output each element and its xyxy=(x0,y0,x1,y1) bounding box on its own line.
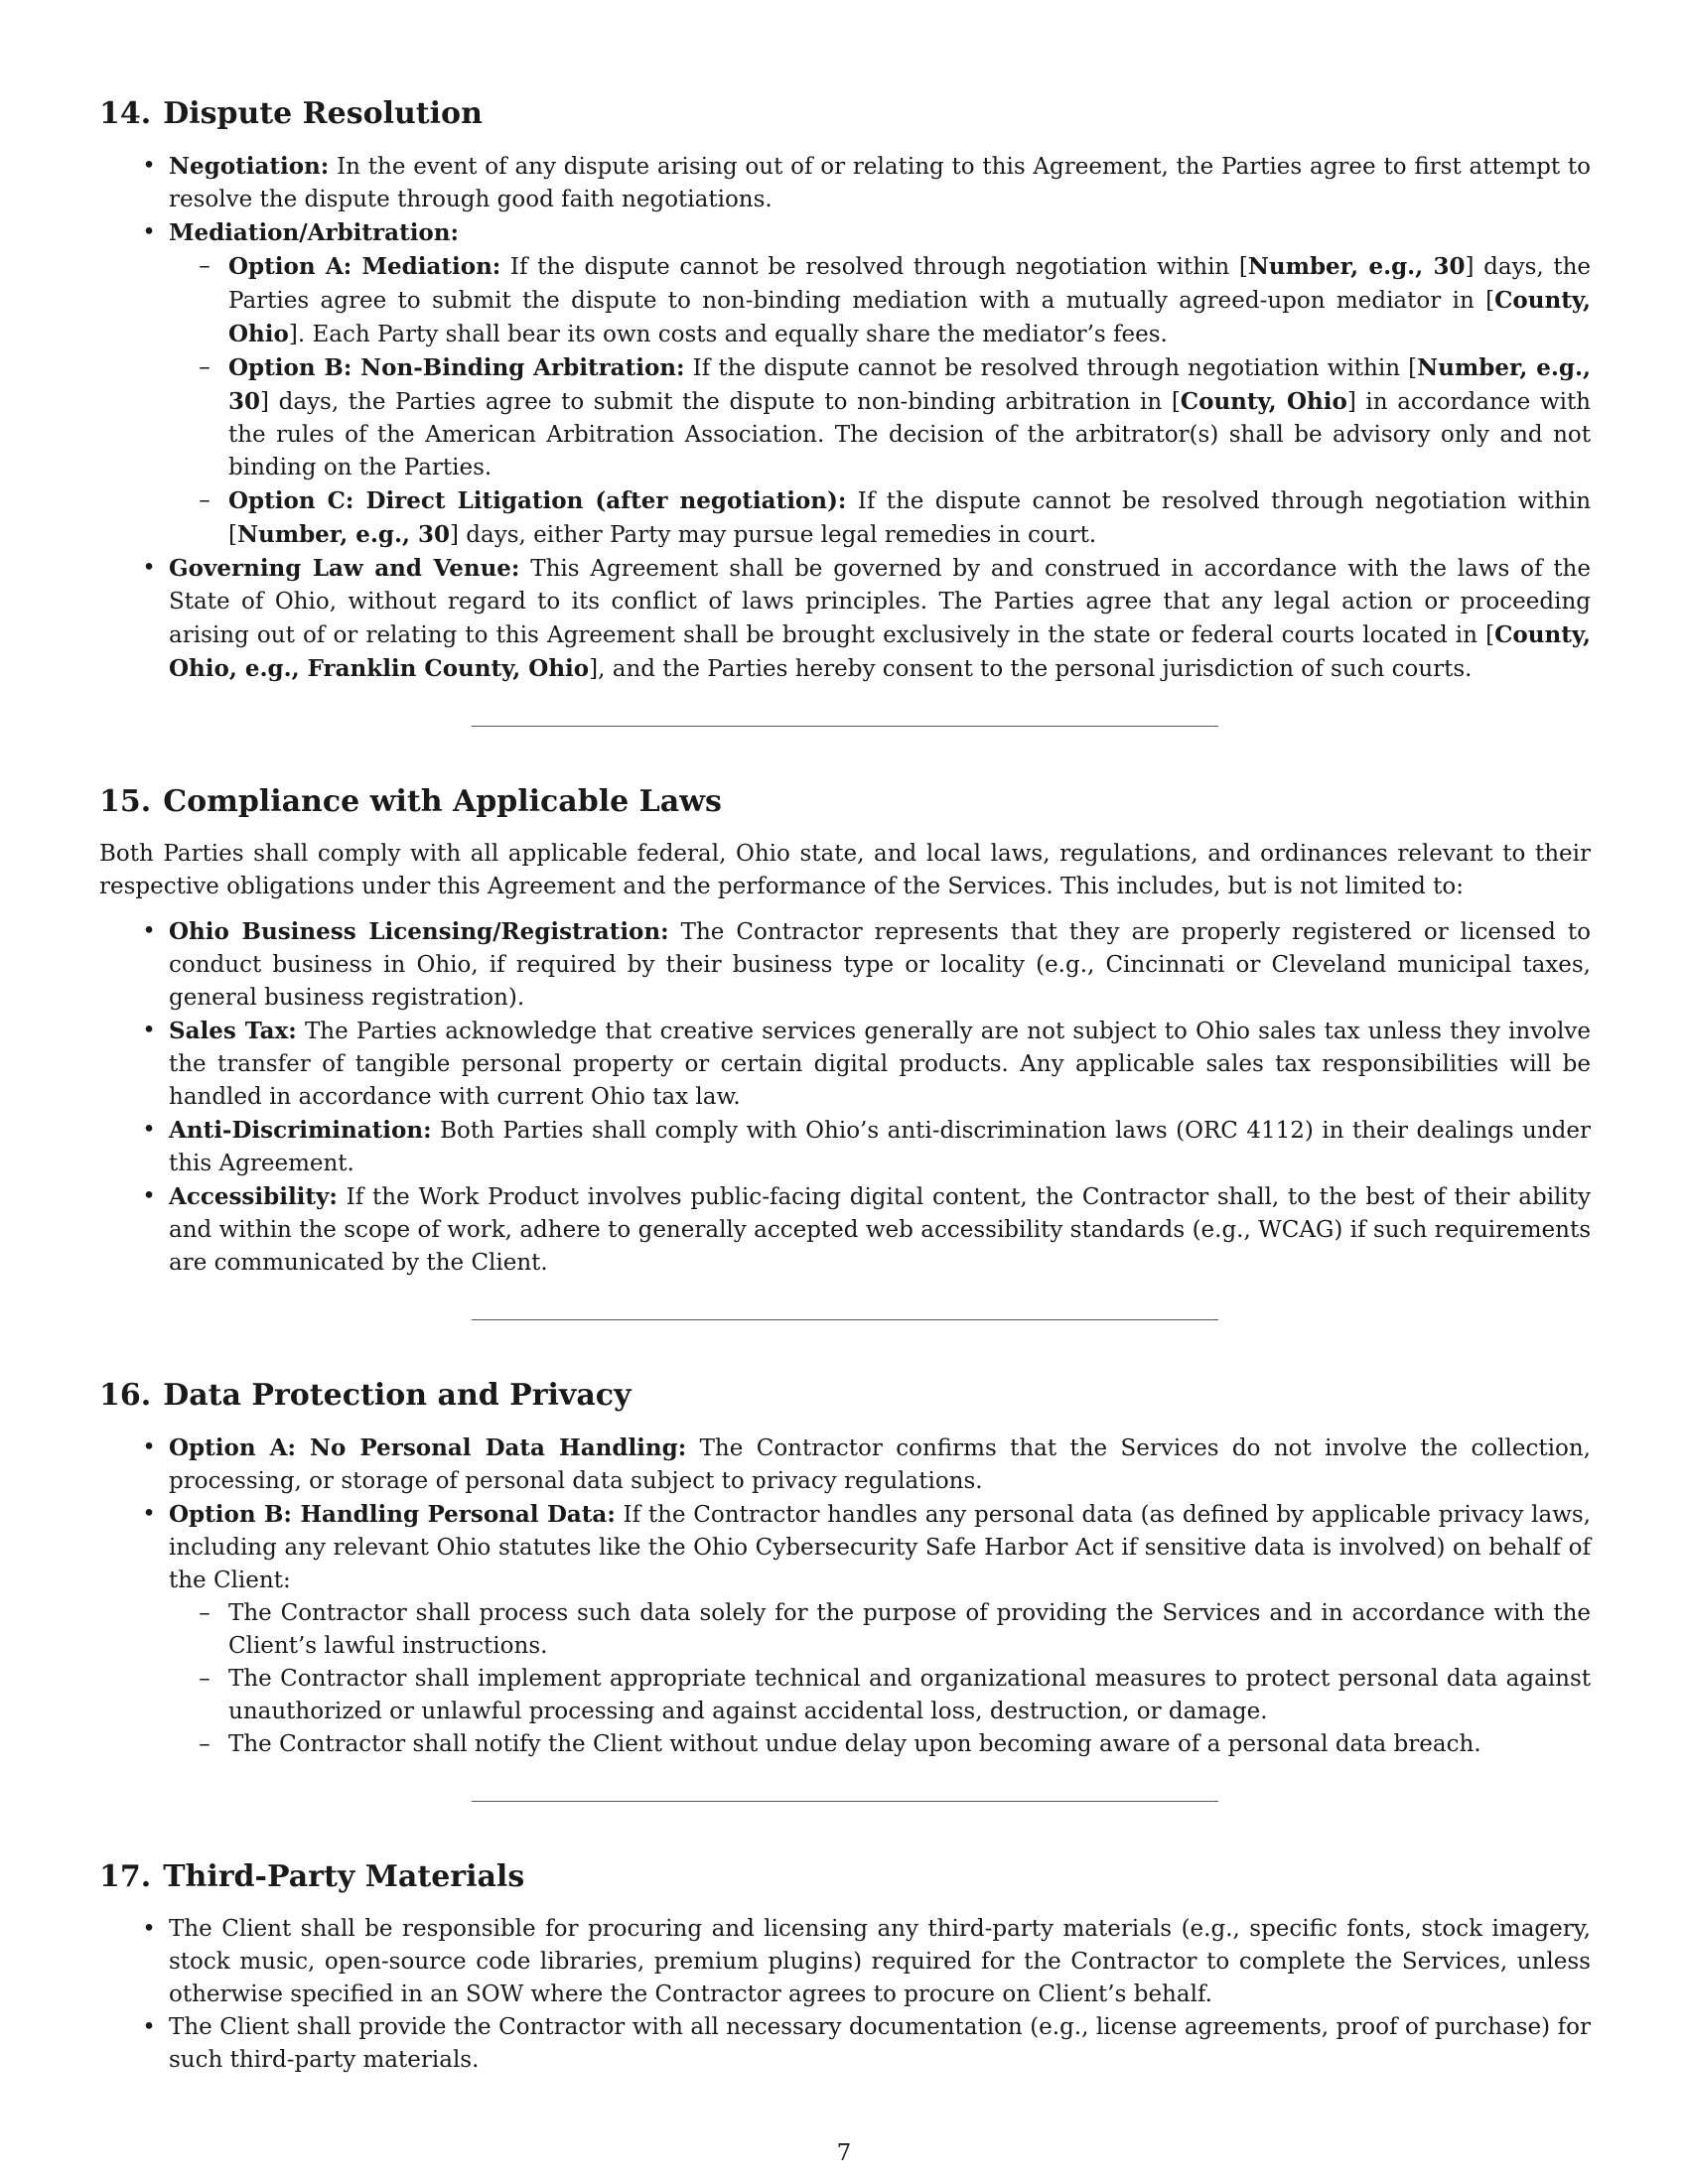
section-heading xyxy=(99,782,1591,822)
section-number: 15. xyxy=(99,784,152,819)
list-item xyxy=(99,1015,1591,1114)
section-number: 17. xyxy=(99,1859,152,1894)
dash-icon: – xyxy=(199,354,211,380)
item-label: Ohio Business Licensing/Registration: xyxy=(169,918,669,945)
item-text: If the dispute cannot be resolved through negotiation within [ xyxy=(500,254,1248,280)
placeholder-text: Number, e.g., 30 xyxy=(1247,253,1466,280)
item-label: Option B: Handling Personal Data: xyxy=(169,1501,616,1528)
item-text: The Contractor represents that they are properly registered or licensed to conduct business in Ohio, if required by their business type or locality (e.g., Cincinnati or Cleveland municipal taxes, general business registration). xyxy=(169,919,1591,1011)
item-text: The Contractor shall implement appropriate technical and organizational measures to protect personal data against unauthorized or unlawful processing and against accidental loss, destruction, or damage. xyxy=(228,1666,1591,1724)
sub-list xyxy=(169,1597,1591,1761)
placeholder-text: County, Ohio xyxy=(228,287,1591,347)
document-page xyxy=(99,94,1591,2077)
item-text: The Contractor shall process such data solely for the purpose of providing the Services and in accordance with the Client’s lawful instructions. xyxy=(228,1600,1591,1659)
bullet-icon: • xyxy=(142,2014,156,2040)
sub-item xyxy=(169,1663,1591,1728)
sub-item-option-c xyxy=(169,484,1591,552)
dash-icon: – xyxy=(199,253,211,279)
bullet-icon: • xyxy=(142,555,156,581)
section-15 xyxy=(99,782,1591,1320)
bullet-icon: • xyxy=(142,1018,156,1043)
section-16 xyxy=(99,1376,1591,1802)
list-item xyxy=(99,1913,1591,2011)
bullet-list xyxy=(99,915,1591,1280)
section-17 xyxy=(99,1857,1591,2077)
dash-icon: – xyxy=(199,1731,211,1757)
item-text: If the dispute cannot be resolved through negotiation within [ xyxy=(684,355,1418,381)
item-text: The Client shall be responsible for procuring and licensing any third-party materials (e.g., specific fonts, stock imagery, stock music, open-source code libraries, premium plugins) required for the Contractor to complete the Services, unless otherwise specified in an SOW where the Contractor agrees to procure on Client’s behalf. xyxy=(169,1916,1591,2007)
item-text: If the dispute cannot be resolved through negotiation within [ xyxy=(228,488,1592,548)
sub-item xyxy=(169,1597,1591,1663)
section-title: Dispute Resolution xyxy=(163,96,483,131)
bullet-list xyxy=(99,150,1591,686)
section-heading xyxy=(99,1857,1591,1897)
dash-icon: – xyxy=(199,1600,211,1626)
item-label: Accessibility: xyxy=(169,1183,338,1210)
item-label: Governing Law and Venue: xyxy=(169,555,520,582)
list-item-governing-law xyxy=(99,552,1591,686)
bullet-icon: • xyxy=(142,1183,156,1209)
item-label: Anti-Discrimination: xyxy=(169,1117,432,1144)
item-text: In the event of any dispute arising out of or relating to this Agreement, the Parties agree to first attempt to resolve the dispute through good faith negotiations. xyxy=(169,154,1591,212)
item-text: ] days, the Parties agree to submit the dispute to non-binding arbitration in [ xyxy=(260,389,1181,415)
bullet-list xyxy=(99,1432,1591,1761)
item-text: This Agreement shall be governed by and construed in accordance with the laws of the State of Ohio, without regard to its conflict of laws principles. The Parties agree that any legal action or proceeding arising out of or relating to this Agreement shall be brought exclusively in the state or federal courts located in [ xyxy=(169,556,1591,648)
section-14 xyxy=(99,94,1591,727)
dash-icon: – xyxy=(199,1666,211,1692)
section-heading xyxy=(99,1376,1591,1416)
item-label: Option A: No Personal Data Handling: xyxy=(169,1434,687,1461)
section-number: 14. xyxy=(99,96,152,131)
list-item-mediation xyxy=(99,216,1591,552)
item-text: The Contractor shall notify the Client without undue delay upon becoming aware of a personal data breach. xyxy=(228,1731,1481,1757)
item-text: If the Contractor handles any personal data (as defined by applicable privacy laws, including any relevant Ohio statutes like the Ohio Cybersecurity Safe Harbor Act if sensitive data is involved) on behalf of the Client: xyxy=(169,1502,1591,1593)
section-title: Data Protection and Privacy xyxy=(163,1378,632,1413)
bullet-icon: • xyxy=(142,918,156,944)
item-text: The Contractor confirms that the Services do not involve the collection, processing, or storage of personal data subject to privacy regulations. xyxy=(169,1435,1591,1494)
bullet-icon: • xyxy=(142,1501,156,1527)
list-item xyxy=(99,1114,1591,1180)
bullet-list xyxy=(99,1913,1591,2077)
item-text: The Client shall provide the Contractor with all necessary documentation (e.g., license agreements, proof of purchase) for such third-party materials. xyxy=(169,2014,1591,2073)
list-item-negotiation xyxy=(99,150,1591,216)
page-number: 7 xyxy=(836,2140,852,2166)
section-intro: Both Parties shall comply with all applicable federal, Ohio state, and local laws, regulations, and ordinances relevant to their respective obligations under this Agreement and the performance of the Services. This includes, but is not limited to: xyxy=(99,841,1591,899)
section-number: 16. xyxy=(99,1378,152,1413)
list-item xyxy=(99,915,1591,1015)
item-text: If the Work Product involves public-facing digital content, the Contractor shall, to the best of their ability and within the scope of work, adhere to generally accepted web accessibility standards (e.g., WCAG) if such requirements are communicated by the Client. xyxy=(169,1184,1591,1276)
item-label: Sales Tax: xyxy=(169,1018,297,1044)
placeholder-text: County, Ohio xyxy=(1180,388,1347,415)
placeholder-text: County, Ohio, e.g., Franklin County, Ohio xyxy=(169,621,1591,682)
item-text: ] days, either Party may pursue legal remedies in court. xyxy=(450,522,1097,548)
bullet-icon: • xyxy=(142,1117,156,1143)
sub-item-option-a xyxy=(169,250,1591,351)
item-text: ]. Each Party shall bear its own costs and equally share the mediator’s fees. xyxy=(288,322,1168,347)
item-label: Mediation/Arbitration: xyxy=(169,219,459,246)
placeholder-text: Number, e.g., 30 xyxy=(236,521,450,548)
placeholder-text: Number, e.g., 30 xyxy=(228,354,1591,415)
list-item-option-a xyxy=(99,1432,1591,1498)
bullet-icon: • xyxy=(142,1434,156,1460)
item-label: Negotiation: xyxy=(169,153,330,180)
list-item xyxy=(99,1180,1591,1280)
item-text: ], and the Parties hereby consent to the personal jurisdiction of such courts. xyxy=(589,656,1473,682)
section-title: Third-Party Materials xyxy=(163,1859,525,1894)
list-item-option-b xyxy=(99,1498,1591,1761)
section-heading xyxy=(99,94,1591,134)
item-text: ] days, the Parties agree to submit the dispute to non-binding mediation with a mutually agreed-upon mediator in [ xyxy=(228,254,1591,314)
list-item xyxy=(99,2011,1591,2077)
bullet-icon: • xyxy=(142,219,156,245)
sub-list xyxy=(169,250,1591,552)
dash-icon: – xyxy=(199,487,211,513)
section-title: Compliance with Applicable Laws xyxy=(163,784,722,819)
item-text: Both Parties shall comply with Ohio’s anti-discrimination laws (ORC 4112) in their dealings under this Agreement. xyxy=(169,1118,1591,1176)
item-label: Option A: Mediation: xyxy=(228,253,501,280)
sub-item xyxy=(169,1728,1591,1761)
bullet-icon: • xyxy=(142,153,156,179)
item-text: The Parties acknowledge that creative services generally are not subject to Ohio sales tax unless they involve the transfer of tangible personal property or certain digital products. Any applicable sales tax responsibilities will be handled in accordance with current Ohio tax law. xyxy=(169,1019,1591,1110)
item-label: Option B: Non-Binding Arbitration: xyxy=(228,354,685,381)
sub-item-option-b xyxy=(169,351,1591,484)
item-label: Option C: Direct Litigation (after negotiation): xyxy=(228,487,847,514)
bullet-icon: • xyxy=(142,1916,156,1942)
item-text: ] in accordance with the rules of the American Arbitration Association. The decision of the arbitrator(s) shall be advisory only and not binding on the Parties. xyxy=(228,389,1591,480)
